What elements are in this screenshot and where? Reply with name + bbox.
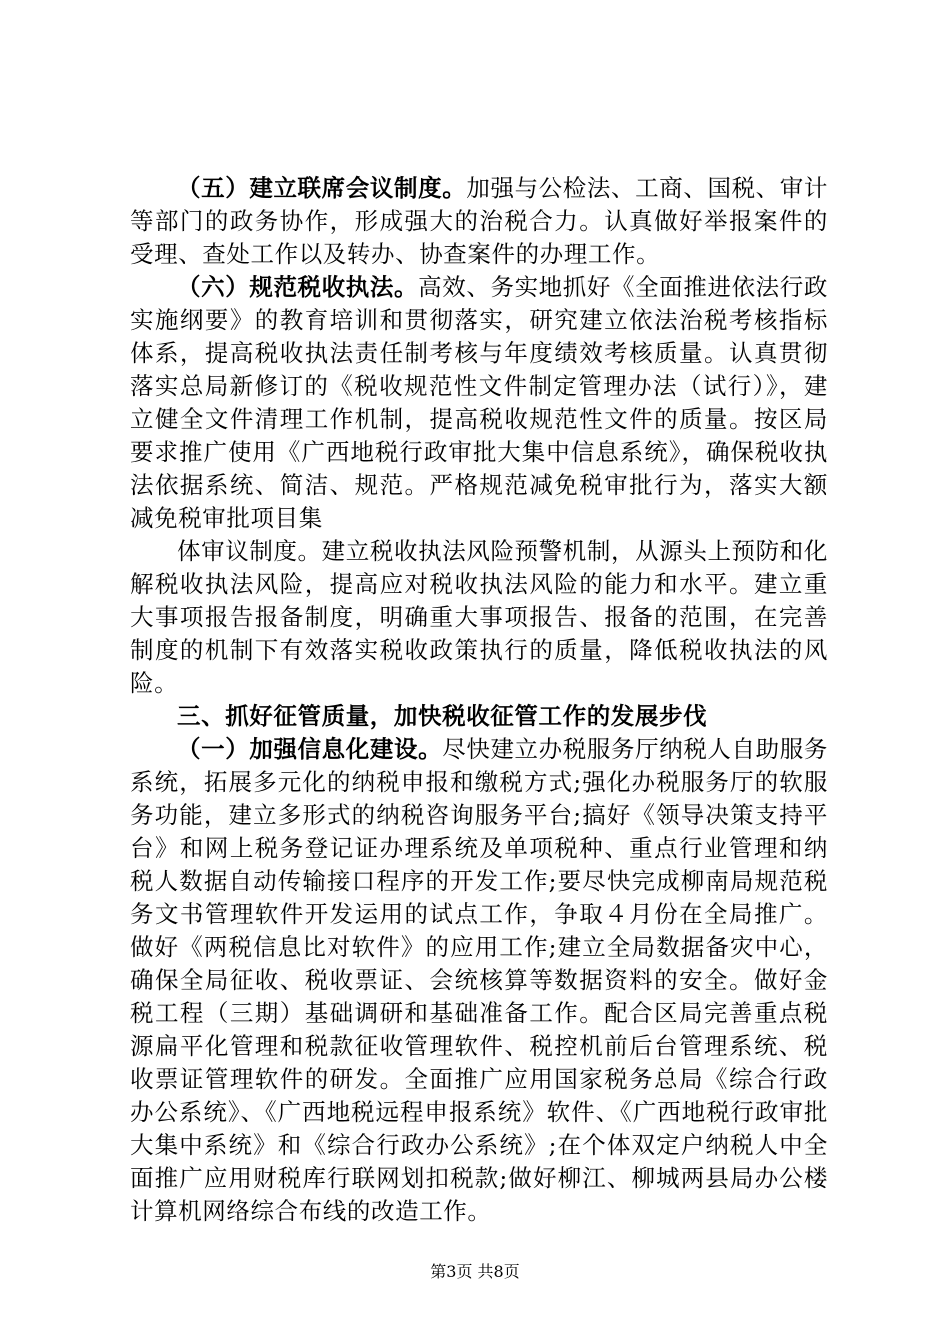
paragraph-lead: （一）加强信息化建设。 bbox=[177, 735, 443, 763]
document-body bbox=[130, 172, 828, 1228]
paragraph-joint-meeting bbox=[130, 172, 828, 271]
paragraph-lead: （五）建立联席会议制度。 bbox=[177, 174, 467, 202]
paragraph-risk-warning bbox=[130, 535, 828, 700]
paragraph-lead: （六）规范税收执法。 bbox=[177, 273, 419, 301]
paragraph-text: 尽快建立办税服务厅纳税人自助服务系统，拓展多元化的纳税申报和缴税方式;强化办税服务厅的软服务功能，建立多形式的纳税咨询服务平台;搞好《领导决策支持平台》和网上税务登记证办理系统及单项税种、重点行业管理和纳税人数据自动传输接口程序的开发工作;要尽快完成柳南局规范税务文书管理软件开发运用的试点工作，争取４月份在全局推广。做好《两税信息比对软件》的应用工作;建立全局数据备灾中心，确保全局征收、税收票证、会统核算等数据资料的安全。做好金税工程（三期）基础调研和基础准备工作。配合区局完善重点税源扁平化管理和税款征收管理软件、税控机前后台管理系统、税收票证管理软件的研发。全面推广应用国家税务总局《综合行政办公系统》、《广西地税远程申报系统》软件、《广西地税行政审批大集中系统》和《综合行政办公系统》;在个体双定户纳税人中全面推广应用财税库行联网划扣税款;做好柳江、柳城两县局办公楼计算机网络综合布线的改造工作。 bbox=[130, 735, 828, 1225]
section-heading: 三、抓好征管质量，加快税收征管工作的发展步伐 bbox=[177, 702, 708, 730]
paragraph-tax-enforcement bbox=[130, 271, 828, 535]
paragraph-text: 加强与公检法、工商、国税、审计等部门的政务协作，形成强大的治税合力。认真做好举报案件的受理、查处工作以及转办、协查案件的办理工作。 bbox=[130, 174, 829, 268]
paragraph-text: 体审议制度。建立税收执法风险预警机制，从源头上预防和化解税收执法风险，提高应对税收执法风险的能力和水平。建立重大事项报告报备制度，明确重大事项报告、报备的范围，在完善制度的机制下有效落实税收政策执行的质量，降低税收执法的风险。 bbox=[130, 537, 828, 697]
page-number-footer: 第3页 共8页 bbox=[430, 1262, 520, 1281]
paragraph-informatization bbox=[130, 733, 828, 1228]
paragraph-text: 高效、务实地抓好《全面推进依法行政实施纲要》的教育培训和贯彻落实，研究建立依法治税考核指标体系，提高税收执法责任制考核与年度绩效考核质量。认真贯彻落实总局新修订的《税收规范性文件制定管理办法（试行）》，建立健全文件清理工作机制，提高税收规范性文件的质量。按区局要求推广使用《广西地税行政审批大集中信息系统》，确保税收执法依据系统、简洁、规范。严格规范减免税审批行为，落实大额减免税审批项目集 bbox=[130, 273, 829, 532]
